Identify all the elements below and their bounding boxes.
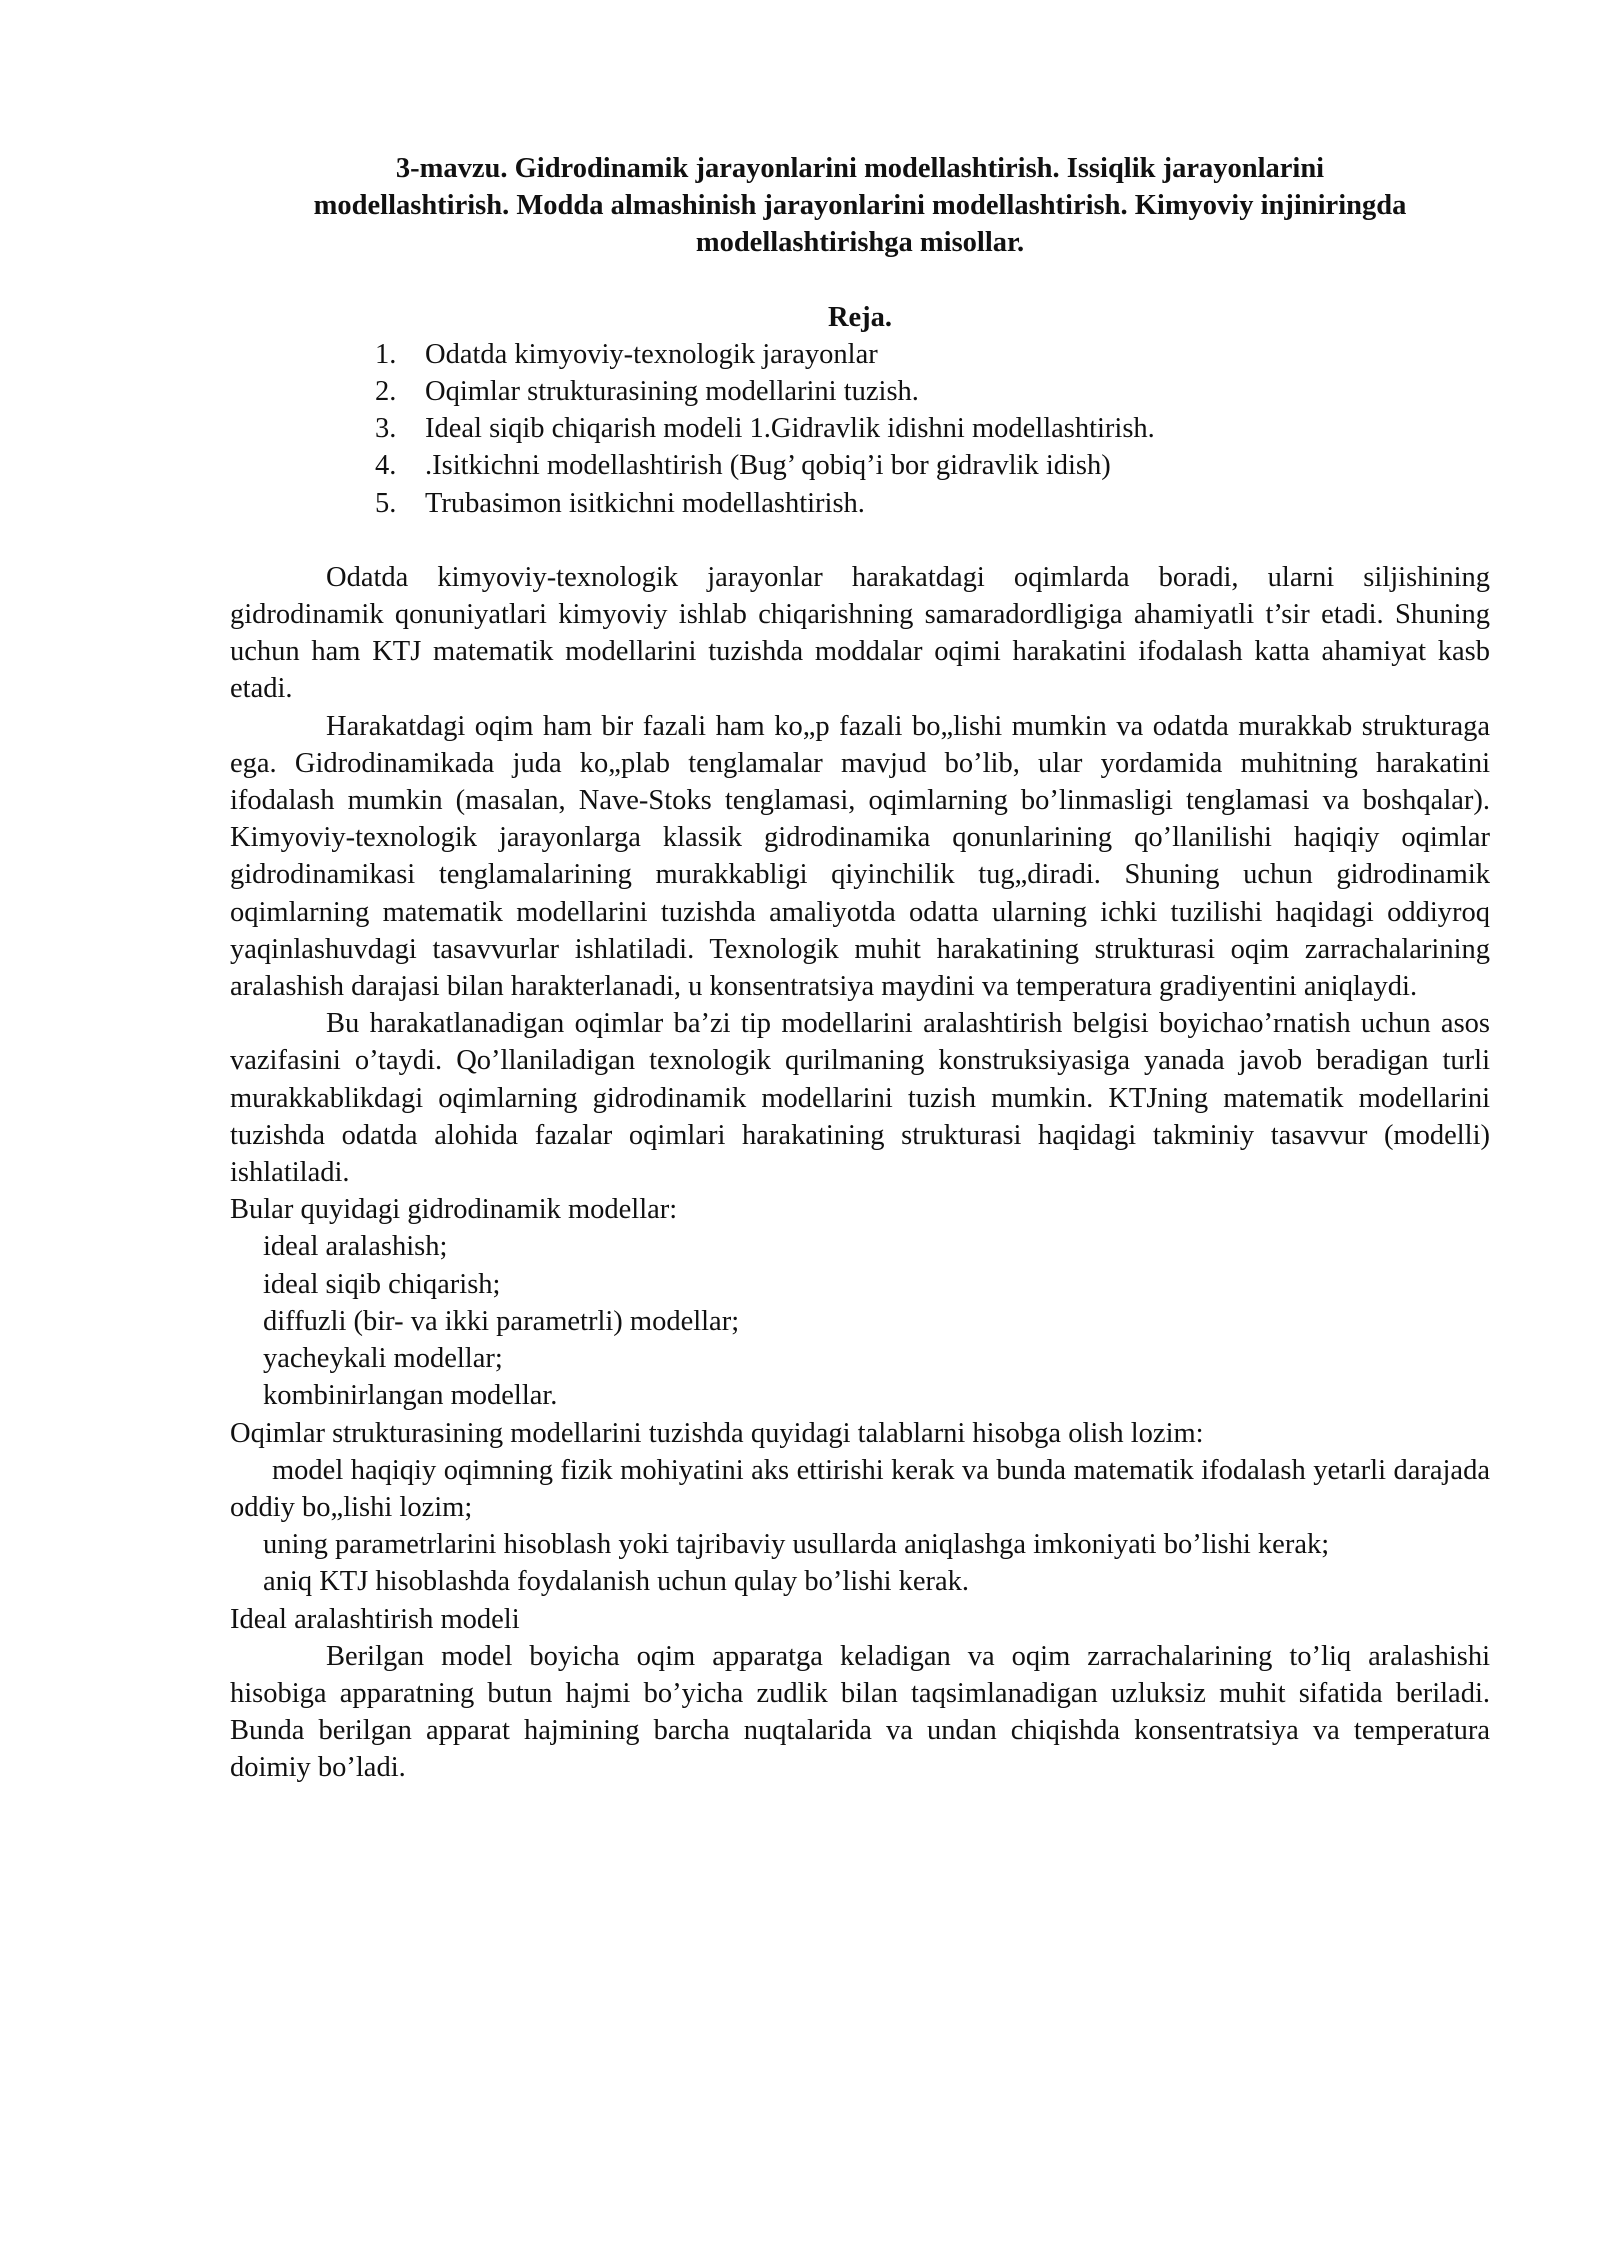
document-body [230,559,1490,1787]
plan-item [375,373,1490,410]
plan-item-text: Ideal siqib chiqarish modeli 1.Gidravlik idishni modellashtirish. [425,413,1155,445]
plan-item-number: 3. [375,413,397,445]
body-paragraph: Berilgan model boyicha oqim apparatga keladigan va oqim zarrachalarining to’liq aralashishi hisobiga apparatning butun hajmi bo’yicha zudlik bilan taqsimlanadigan uzluksiz muhit sifatida beriladi. Bunda berilgan apparat hajmining barcha nuqtalarida va undan chiqishda konsentratsiya va temperatura doimiy bo’ladi. [230,1640,1490,1784]
model-list-item: ideal aralashish; [263,1231,448,1263]
plan-list [230,336,1490,522]
title-line: modellashtirish. Modda almashinish jarayonlarini modellashtirish. Kimyoviy injiniringda [313,190,1407,222]
title-line: 3-mavzu. Gidrodinamik jarayonlarini modellashtirish. Issiqlik jarayonlarini [395,153,1325,184]
plan-item-text: Trubasimon isitkichni modellashtirish. [425,487,865,519]
plan-item-text: Oqimlar strukturasining modellarini tuzish. [425,376,919,408]
model-list-item: diffuzli (bir- va ikki parametrli) modellar; [263,1305,740,1337]
body-paragraph: Harakatdagi oqim ham bir fazali ham ko„p fazali bo„lishi mumkin va odatda murakkab strukturaga ega. Gidrodinamikada juda ko„plab tenglamalar mavjud bo’lib, ular yordamida muhitning harakatini ifodalash mumkin (masalan, Nave-Stoks tenglamasi, oqimlarning bo’linmasligi tenglamasi va boshqalar). Kimyoviy-texnologik jarayonlarga klassik gidrodinamika qonunlarining qo’llanilishi haqiqiy oqimlar gidrodinamikasi tenglamalarining murakkabligi qiyinchilik tug„diradi. Shuning uchun gidrodinamik oqimlarning matematik modellarini tuzishda amaliyotda odatta ularning ichki tuzilishi haqidagi oddiyroq yaqinlashuvdagi tasavvurlar ishlatiladi. Texnologik muhit harakatining strukturasi oqim zarrachalarining aralashish darajasi bilan harakterlanadi, u konsentratsiya maydini va temperatura gradiyentini aniqlaydi. [230,710,1490,1003]
plan-item-text: .Isitkichni modellashtirish (Bug’ qobiq’i bor gidravlik idish) [425,450,1111,482]
requirements-intro: Oqimlar strukturasining modellarini tuzishda quyidagi talablarni hisobga olish lozim: [230,1417,1204,1449]
body-paragraph: Odatda kimyoviy-texnologik jarayonlar harakatdagi oqimlarda boradi, ularni siljishining gidrodinamik qonuniyatlari kimyoviy ishlab chiqarishning samaradordligiga ahamiyatli t’sir etadi. Shuning uchun ham KTJ matematik modellarini tuzishda moddalar oqimi harakatini ifodalash katta ahamiyat kasb etadi. [230,561,1490,705]
body-paragraph: Bu harakatlanadigan oqimlar ba’zi tip modellarini aralashtirish belgisi boyichao’rnatish uchun asos vazifasini o’taydi. Qo’llaniladigan texnologik qurilmaning konstruksiyasiga yanada javob beradigan turli murakkablikdagi oqimlarning gidrodinamik modellarini tuzish mumkin. KTJning matematik modellarini tuzishda odatda alohida fazalar oqimlari harakatining strukturasi haqidagi takminiy tasavvur (modelli) ishlatiladi. [230,1008,1490,1189]
plan-heading: Reja. [827,301,893,333]
document-title [290,150,1430,262]
requirement-item: model haqiqiy oqimning fizik mohiyatini aks ettirishi kerak va bunda matematik ifodalash yetarli darajada oddiy bo„lishi lozim; [230,1454,1490,1523]
model-list-item: ideal siqib chiqarish; [263,1268,501,1300]
plan-item-number: 4. [375,450,397,482]
model-list-item: yacheykali modellar; [263,1343,503,1375]
section-heading: Ideal aralashtirish modeli [230,1603,520,1635]
plan-item-number: 5. [375,487,397,519]
plan-item [375,336,1490,373]
plan-item [375,447,1490,484]
requirement-item: uning parametrlarini hisoblash yoki tajribaviy usullarda aniqlashga imkoniyati bo’lishi kerak; [263,1529,1330,1561]
title-line: modellashtirishga misollar. [695,227,1025,259]
plan-item-number: 1. [375,338,397,370]
requirement-item: aniq KTJ hisoblashda foydalanish uchun qulay bo’lishi kerak. [263,1566,970,1598]
plan-item [375,485,1490,522]
model-list-item: kombinirlangan modellar. [263,1380,558,1412]
plan-item-text: Odatda kimyoviy-texnologik jarayonlar [425,338,878,370]
document-page [230,150,1490,1787]
plan-item-number: 2. [375,376,397,408]
plan-item [375,410,1490,447]
models-intro: Bular quyidagi gidrodinamik modellar: [230,1194,678,1226]
